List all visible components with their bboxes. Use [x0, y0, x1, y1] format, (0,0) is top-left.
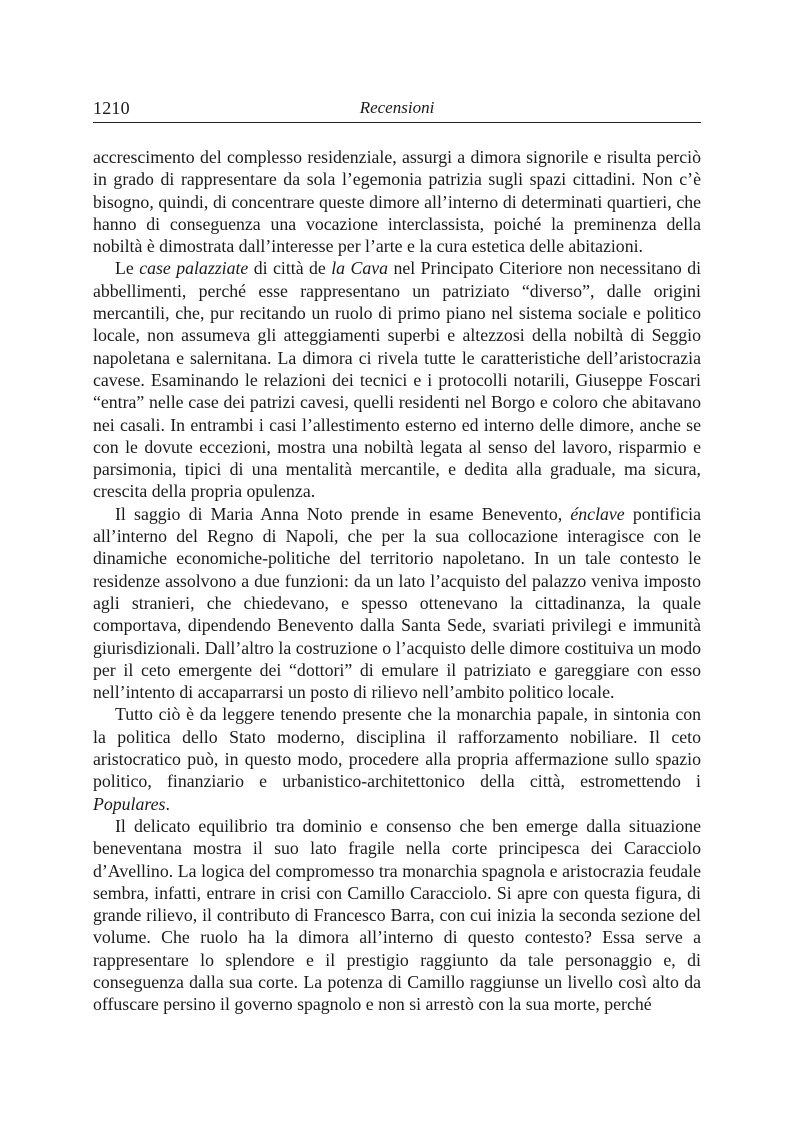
- page-number: 1210: [93, 98, 130, 118]
- paragraph-2-text-b: di città de: [248, 258, 332, 279]
- paragraph-3: [93, 503, 701, 704]
- body-text: [93, 146, 701, 1016]
- paragraph-3-text-a: Il saggio di Maria Anna Noto prende in esame Benevento,: [115, 503, 571, 524]
- running-title: Recensioni: [359, 98, 435, 117]
- paragraph-4-text-a: Tutto ciò è da leggere tenendo presente che la monarchia papale, in sintonia con la politica dello Stato moderno, disciplina il rafforzamento nobiliare. Il ceto aristocratico può, in questo modo, procedere alla propria affermazione sullo spazio politico, finanziario e urbanistico-architettonico della città, estromettendo i: [93, 704, 701, 792]
- paragraph-2-text-c: nel Principato Citeriore non necessitano di abbellimenti, perché esse rappresentano un patriziato “diverso”, dalle origini mercantili, che, pur recitando un ruolo di primo piano nel sistema sociale e politico locale, non assumeva gli atteggiamenti superbi e altezzosi della nobiltà di Seggio napoletana e salernitana. La dimora ci rivela tutte le caratteristiche dell’aristocrazia cavese. Esaminando le relazioni dei tecnici e i protocolli notarili, Giuseppe Foscari “entra” nelle case dei patrizi cavesi, quelli residenti nel Borgo e coloro che abitavano nei casali. In entrambi i casi l’allestimento esterno ed interno delle dimore, anche se con le dovute eccezioni, mostra una nobiltà legata al senso del lavoro, risparmio e parsimonia, tipici di una mentalità mercantile, e dedita alla graduale, ma sicura, crescita della propria opulenza.: [93, 258, 702, 502]
- paragraph-4-text-b: .: [165, 793, 170, 814]
- running-head: [93, 96, 701, 123]
- paragraph-3-italic-enclave: énclave: [570, 503, 625, 524]
- paragraph-2: [93, 257, 701, 502]
- paragraph-4: [93, 703, 701, 814]
- paragraph-3-text-b: pontificia all’interno del Regno di Napoli, che per la sua collocazione interagisce con le dinamiche economiche-politiche del territorio napoletano. In un tale contesto le residenze assolvono a due funzioni: da un lato l’acquisto del palazzo veniva imposto agli stranieri, che chiedevano, e spesso ottenevano la cittadinanza, la quale comportava, dipendendo Benevento dalla Santa Sede, svariati privilegi e immunità giurisdizionali. Dall’altro la costruzione o l’acquisto delle dimore costituiva un modo per il ceto emergente dei “dottori” di emulare il patriziato e gareggiare con esso nell’intento di accaparrarsi un posto di rilievo nell’ambito politico locale.: [93, 503, 701, 703]
- paragraph-5: Il delicato equilibrio tra dominio e consenso che ben emerge dalla situazione beneventana mostra il suo lato fragile nella corte principesca dei Caracciolo d’Avellino. La logica del compromesso tra monarchia spagnola e aristocrazia feudale sembra, infatti, entrare in crisi con Camillo Caracciolo. Si apre con questa figura, di grande rilievo, il contributo di Francesco Barra, con cui inizia la seconda sezione del volume. Che ruolo ha la dimora all’interno di questo contesto? Essa serve a rappresentare lo splendore e il prestigio raggiunto da tale personaggio e, di conseguenza dalla sua corte. La potenza di Camillo raggiunse un livello così alto da offuscare persino il governo spagnolo e non si arrestò con la sua morte, perché: [93, 815, 701, 1015]
- paragraph-2-italic-la-cava: la Cava: [331, 258, 389, 279]
- paragraph-4-italic-populares: Populares: [93, 793, 166, 814]
- paragraph-2-italic-case-palazziate: case palazziate: [139, 258, 249, 279]
- paragraph-1: accrescimento del complesso residenziale, assurgi a dimora signorile e risulta perciò in grado di rappresentare da sola l’egemonia patrizia sugli spazi cittadini. Non c’è bisogno, quindi, di concentrare queste dimore all’interno di determinati quartieri, che hanno di conseguenza una vocazione interclassista, poiché la preminenza della nobiltà è dimostrata dall’interesse per l’arte e la cura estetica delle abitazioni.: [93, 147, 701, 257]
- paragraph-2-text-a: Le: [115, 258, 140, 279]
